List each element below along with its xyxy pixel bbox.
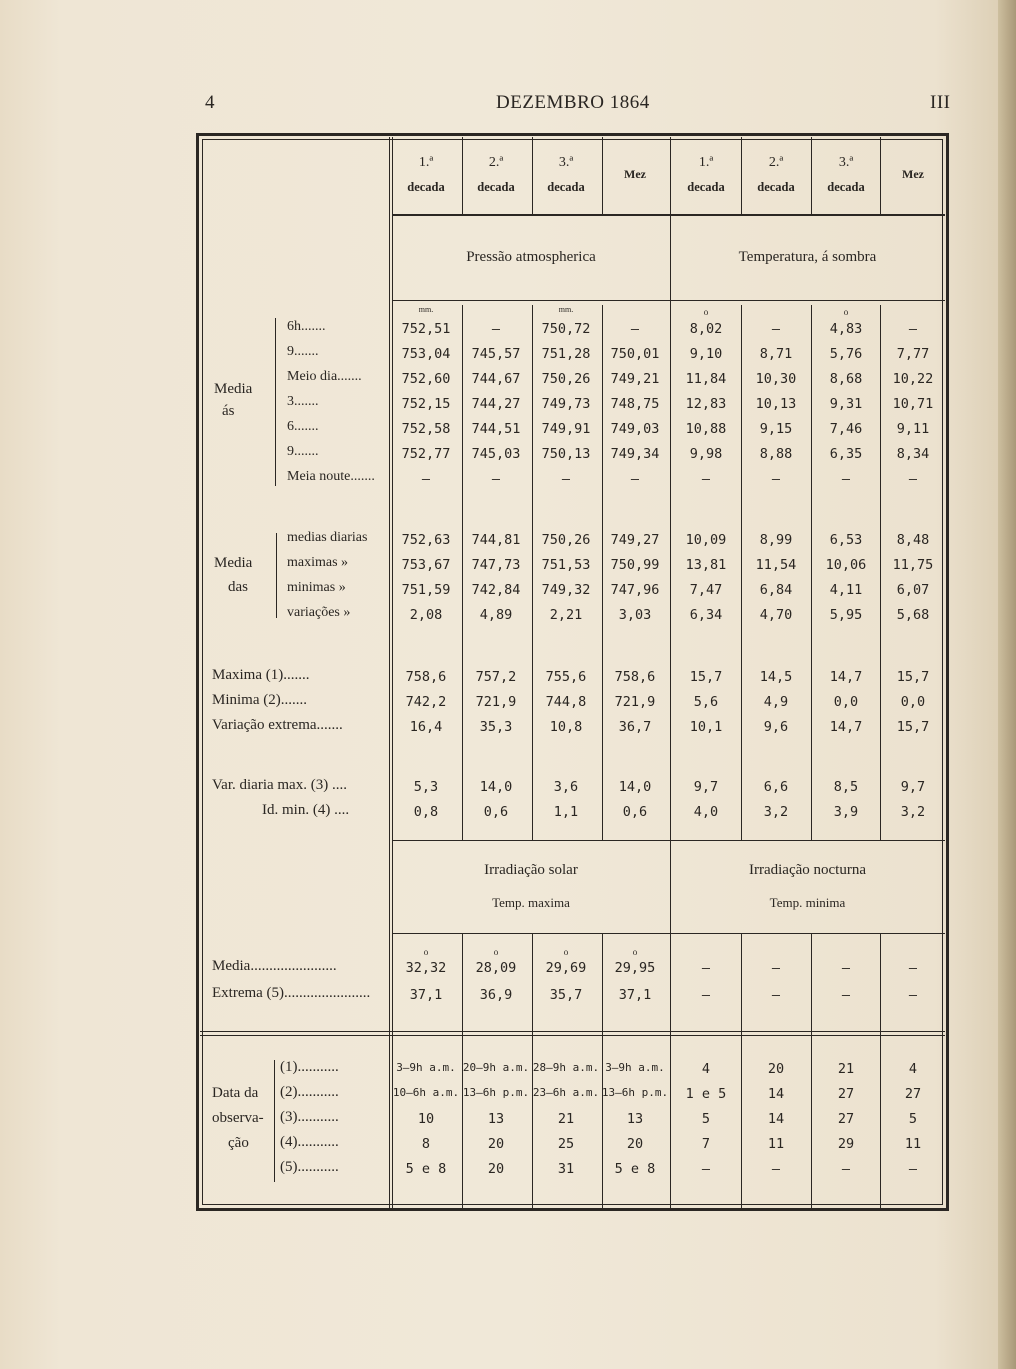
- cell-var-0-7: 9,7: [900, 779, 926, 795]
- cell-media-as-2-5: 10,30: [755, 371, 797, 387]
- cell-media-as-3-1: 744,27: [471, 396, 521, 412]
- label-media-das-1: Media: [214, 555, 253, 571]
- row-label-extreme: Minima (2).......: [212, 692, 307, 708]
- cell-var-1-6: 3,9: [833, 804, 859, 820]
- col-header-sub-0: decada: [407, 180, 445, 194]
- col-divider-top: [741, 137, 742, 214]
- cell-media-das-2-7: 6,07: [896, 582, 930, 598]
- row-label-media-das: minimas »: [287, 580, 346, 595]
- unit-degree-irrad: o: [493, 947, 499, 957]
- cell-data-0-5: 20: [767, 1061, 785, 1077]
- irrad-nocturna-title: Irradiação nocturna: [748, 862, 866, 878]
- cell-media-as-0-2: 750,72: [541, 321, 591, 337]
- row-label-var: Var. diaria max. (3) ....: [212, 777, 347, 793]
- col-header-3: Mez: [624, 167, 646, 181]
- cell-media-as-5-7: 8,34: [896, 446, 930, 462]
- label-data-3: ção: [228, 1135, 249, 1151]
- cell-irrad-0-6: —: [841, 960, 851, 976]
- brace-media-as: [275, 318, 276, 486]
- cell-media-as-4-2: 749,91: [541, 421, 591, 437]
- cell-data-1-1: 13–6h p.m.: [462, 1086, 530, 1099]
- cell-media-das-2-3: 747,96: [610, 582, 660, 598]
- cell-media-as-6-4: —: [701, 471, 711, 487]
- cell-data-2-3: 13: [626, 1111, 644, 1127]
- cell-extreme-2-0: 16,4: [409, 719, 443, 735]
- brace-data: [274, 1060, 275, 1182]
- cell-media-das-0-5: 8,99: [759, 532, 793, 548]
- unit-degree-irrad: o: [632, 947, 638, 957]
- cell-media-das-1-2: 751,53: [541, 557, 591, 573]
- cell-media-as-0-4: 8,02: [689, 321, 723, 337]
- cell-media-as-4-3: 749,03: [610, 421, 660, 437]
- group-rule: [392, 300, 945, 301]
- cell-extreme-2-7: 15,7: [896, 719, 930, 735]
- cell-media-das-2-1: 742,84: [471, 582, 521, 598]
- row-label-var: Id. min. (4) ....: [262, 802, 350, 818]
- cell-data-3-7: 11: [904, 1136, 922, 1152]
- cell-data-2-4: 5: [701, 1111, 711, 1127]
- cell-data-3-0: 8: [421, 1136, 431, 1152]
- cell-irrad-0-2: 29,69: [545, 960, 587, 976]
- unit-mm: mm.: [418, 305, 434, 314]
- cell-data-0-3: 3–9h a.m.: [605, 1061, 665, 1074]
- cell-data-1-4: 1 e 5: [685, 1086, 727, 1102]
- cell-irrad-0-3: 29,95: [614, 960, 656, 976]
- cell-var-0-3: 14,0: [618, 779, 652, 795]
- cell-data-4-4: —: [701, 1161, 711, 1177]
- cell-data-1-0: 10–6h a.m.: [392, 1086, 460, 1099]
- cell-data-0-1: 20–9h a.m.: [462, 1061, 530, 1074]
- col-header-1: 2.ª: [488, 155, 504, 170]
- cell-var-1-4: 4,0: [693, 804, 719, 820]
- cell-media-das-3-6: 5,95: [829, 607, 863, 623]
- col-header-sub-6: decada: [827, 180, 865, 194]
- cell-extreme-1-5: 4,9: [763, 694, 789, 710]
- cell-media-as-2-2: 750,26: [541, 371, 591, 387]
- cell-media-as-5-4: 9,98: [689, 446, 723, 462]
- cell-irrad-1-2: 35,7: [549, 987, 583, 1003]
- cell-media-as-1-6: 5,76: [829, 346, 863, 362]
- row-label-extreme: Variação extrema.......: [212, 717, 343, 733]
- cell-media-das-0-3: 749,27: [610, 532, 660, 548]
- cell-media-das-0-4: 10,09: [685, 532, 727, 548]
- cell-media-as-1-2: 751,28: [541, 346, 591, 362]
- cell-data-2-2: 21: [557, 1111, 575, 1127]
- cell-irrad-0-1: 28,09: [475, 960, 517, 976]
- cell-var-0-4: 9,7: [693, 779, 719, 795]
- cell-media-das-3-7: 5,68: [896, 607, 930, 623]
- row-label-media-as: 9.......: [287, 444, 319, 459]
- row-label-data: (3)...........: [280, 1109, 339, 1125]
- cell-media-das-0-1: 744,81: [471, 532, 521, 548]
- cell-media-das-3-4: 6,34: [689, 607, 723, 623]
- irrad-solar-sub: Temp. maxima: [492, 895, 570, 910]
- cell-extreme-2-3: 36,7: [618, 719, 652, 735]
- col-divider-top: [532, 137, 533, 214]
- row-label-data: (1)...........: [280, 1059, 339, 1075]
- cell-irrad-1-4: —: [701, 987, 711, 1003]
- cell-media-as-2-3: 749,21: [610, 371, 660, 387]
- cell-data-0-2: 28–9h a.m.: [532, 1061, 600, 1074]
- cell-media-as-4-1: 744,51: [471, 421, 521, 437]
- page-edge: [998, 0, 1016, 1369]
- cell-data-4-0: 5 e 8: [405, 1161, 447, 1177]
- cell-extreme-0-7: 15,7: [896, 669, 930, 685]
- col-divider-top: [462, 137, 463, 214]
- cell-data-4-2: 31: [557, 1161, 575, 1177]
- cell-data-0-6: 21: [837, 1061, 855, 1077]
- cell-irrad-0-4: —: [701, 960, 711, 976]
- irrad-rule-top: [392, 840, 945, 841]
- col-header-sub-2: decada: [547, 180, 585, 194]
- cell-data-4-3: 5 e 8: [614, 1161, 656, 1177]
- cell-extreme-0-1: 757,2: [475, 669, 517, 685]
- cell-data-4-1: 20: [487, 1161, 505, 1177]
- cell-media-as-0-3: —: [630, 321, 640, 337]
- label-data-1: Data da: [212, 1085, 259, 1101]
- cell-media-as-0-7: —: [908, 321, 918, 337]
- cell-extreme-0-5: 14,5: [759, 669, 793, 685]
- cell-media-das-1-1: 747,73: [471, 557, 521, 573]
- cell-media-as-4-7: 9,11: [896, 421, 930, 437]
- cell-media-as-0-1: —: [491, 321, 501, 337]
- cell-media-das-3-2: 2,21: [549, 607, 583, 623]
- cell-media-as-3-3: 748,75: [610, 396, 660, 412]
- cell-media-as-5-1: 745,03: [471, 446, 521, 462]
- cell-media-das-3-3: 3,03: [618, 607, 652, 623]
- cell-extreme-2-1: 35,3: [479, 719, 513, 735]
- label-column-divider: [389, 137, 390, 1208]
- col-header-4: 1.ª: [698, 155, 714, 170]
- cell-data-3-6: 29: [837, 1136, 855, 1152]
- cell-media-as-5-6: 6,35: [829, 446, 863, 462]
- row-label-media-das: maximas »: [287, 555, 349, 570]
- cell-media-as-3-7: 10,71: [892, 396, 934, 412]
- page-number: 4: [205, 92, 215, 113]
- cell-media-as-0-5: —: [771, 321, 781, 337]
- row-label-extreme: Maxima (1).......: [212, 667, 310, 683]
- cell-extreme-0-0: 758,6: [405, 669, 447, 685]
- cell-data-2-6: 27: [837, 1111, 855, 1127]
- cell-media-as-1-4: 9,10: [689, 346, 723, 362]
- cell-media-das-0-6: 6,53: [829, 532, 863, 548]
- cell-media-das-1-0: 753,67: [401, 557, 451, 573]
- cell-media-as-0-0: 752,51: [401, 321, 451, 337]
- cell-irrad-0-0: 32,32: [405, 960, 447, 976]
- col-divider-top: [811, 137, 812, 214]
- cell-data-2-1: 13: [487, 1111, 505, 1127]
- cell-data-1-3: 13–6h p.m.: [601, 1086, 669, 1099]
- cell-media-das-3-1: 4,89: [479, 607, 513, 623]
- cell-data-2-5: 14: [767, 1111, 785, 1127]
- cell-irrad-1-6: —: [841, 987, 851, 1003]
- cell-data-1-7: 27: [904, 1086, 922, 1102]
- cell-media-as-5-0: 752,77: [401, 446, 451, 462]
- date-rule-2: [200, 1035, 945, 1036]
- cell-data-3-2: 25: [557, 1136, 575, 1152]
- cell-var-0-2: 3,6: [553, 779, 579, 795]
- row-label-media-as: 9.......: [287, 344, 319, 359]
- cell-extreme-0-4: 15,7: [689, 669, 723, 685]
- cell-media-as-0-6: 4,83: [829, 321, 863, 337]
- cell-var-0-1: 14,0: [479, 779, 513, 795]
- cell-extreme-0-2: 755,6: [545, 669, 587, 685]
- col-header-2: 3.ª: [558, 155, 574, 170]
- cell-media-as-6-0: —: [421, 471, 431, 487]
- cell-media-as-6-2: —: [561, 471, 571, 487]
- cell-irrad-1-0: 37,1: [409, 987, 443, 1003]
- cell-media-as-1-3: 750,01: [610, 346, 660, 362]
- cell-media-das-1-4: 13,81: [685, 557, 727, 573]
- cell-data-2-7: 5: [908, 1111, 918, 1127]
- cell-var-1-0: 0,8: [413, 804, 439, 820]
- cell-media-as-5-3: 749,34: [610, 446, 660, 462]
- row-label-media-as: Meia noute.......: [287, 469, 375, 484]
- col-header-sub-5: decada: [757, 180, 795, 194]
- col-header-7: Mez: [902, 167, 924, 181]
- cell-data-0-7: 4: [908, 1061, 918, 1077]
- label-media-as-1: Media: [214, 381, 253, 397]
- irrad-solar-title: Irradiação solar: [484, 862, 578, 878]
- col-header-sub-1: decada: [477, 180, 515, 194]
- cell-media-as-2-7: 10,22: [892, 371, 934, 387]
- row-label-irrad: Media.......................: [212, 958, 337, 974]
- cell-var-0-6: 8,5: [833, 779, 859, 795]
- cell-media-as-1-7: 7,77: [896, 346, 930, 362]
- cell-media-as-5-2: 750,13: [541, 446, 591, 462]
- cell-data-3-3: 20: [626, 1136, 644, 1152]
- cell-var-1-5: 3,2: [763, 804, 789, 820]
- cell-data-0-4: 4: [701, 1061, 711, 1077]
- cell-media-das-2-2: 749,32: [541, 582, 591, 598]
- cell-media-as-2-0: 752,60: [401, 371, 451, 387]
- cell-irrad-1-5: —: [771, 987, 781, 1003]
- row-label-irrad: Extrema (5).......................: [212, 985, 371, 1001]
- unit-degree: o: [843, 307, 849, 317]
- cell-data-2-0: 10: [417, 1111, 435, 1127]
- cell-extreme-1-2: 744,8: [545, 694, 587, 710]
- cell-data-3-5: 11: [767, 1136, 785, 1152]
- cell-media-as-6-6: —: [841, 471, 851, 487]
- cell-media-das-2-5: 6,84: [759, 582, 793, 598]
- cell-media-as-6-7: —: [908, 471, 918, 487]
- cell-data-1-6: 27: [837, 1086, 855, 1102]
- cell-media-das-2-6: 4,11: [829, 582, 863, 598]
- cell-media-as-1-1: 745,57: [471, 346, 521, 362]
- cell-extreme-1-6: 0,0: [833, 694, 859, 710]
- cell-data-1-5: 14: [767, 1086, 785, 1102]
- brace-media-das: [276, 533, 277, 618]
- cell-media-das-1-7: 11,75: [892, 557, 934, 573]
- cell-media-as-1-0: 753,04: [401, 346, 451, 362]
- unit-degree-irrad: o: [423, 947, 429, 957]
- cell-media-as-6-3: —: [630, 471, 640, 487]
- cell-media-das-0-0: 752,63: [401, 532, 451, 548]
- row-label-media-as: 3.......: [287, 394, 319, 409]
- row-label-media-as: Meio dia.......: [287, 369, 362, 384]
- cell-media-as-2-1: 744,67: [471, 371, 521, 387]
- cell-data-4-6: —: [841, 1161, 851, 1177]
- cell-irrad-1-1: 36,9: [479, 987, 513, 1003]
- cell-media-as-2-6: 8,68: [829, 371, 863, 387]
- cell-irrad-0-7: —: [908, 960, 918, 976]
- cell-media-das-1-3: 750,99: [610, 557, 660, 573]
- row-label-data: (4)...........: [280, 1134, 339, 1150]
- cell-var-1-1: 0,6: [483, 804, 509, 820]
- cell-extreme-1-3: 721,9: [614, 694, 656, 710]
- col-header-6: 3.ª: [838, 155, 854, 170]
- label-data-2: observa-: [212, 1110, 264, 1126]
- label-media-das-2: das: [228, 579, 248, 595]
- cell-var-1-2: 1,1: [553, 804, 579, 820]
- cell-extreme-1-1: 721,9: [475, 694, 517, 710]
- cell-data-3-4: 7: [701, 1136, 711, 1152]
- row-label-media-as: 6.......: [287, 419, 319, 434]
- cell-var-1-7: 3,2: [900, 804, 926, 820]
- cell-data-0-0: 3–9h a.m.: [396, 1061, 456, 1074]
- cell-data-1-2: 23–6h a.m.: [532, 1086, 600, 1099]
- unit-degree-irrad: o: [563, 947, 569, 957]
- irrad-nocturna-sub: Temp. minima: [769, 895, 846, 910]
- page-title: DEZEMBRO 1864: [496, 92, 650, 113]
- cell-media-as-6-5: —: [771, 471, 781, 487]
- cell-media-as-1-5: 8,71: [759, 346, 793, 362]
- cell-media-as-2-4: 11,84: [685, 371, 727, 387]
- cell-media-das-1-6: 10,06: [825, 557, 867, 573]
- row-label-data: (2)...........: [280, 1084, 339, 1100]
- cell-extreme-2-6: 14,7: [829, 719, 863, 735]
- cell-extreme-1-0: 742,2: [405, 694, 447, 710]
- cell-extreme-2-4: 10,1: [689, 719, 723, 735]
- irrad-rule: [392, 933, 945, 934]
- cell-media-as-5-5: 8,88: [759, 446, 793, 462]
- label-media-as-2: ás: [222, 403, 235, 419]
- cell-media-das-2-0: 751,59: [401, 582, 451, 598]
- cell-irrad-0-5: —: [771, 960, 781, 976]
- cell-media-das-0-2: 750,26: [541, 532, 591, 548]
- cell-var-1-3: 0,6: [622, 804, 648, 820]
- cell-media-as-3-2: 749,73: [541, 396, 591, 412]
- cell-media-as-3-0: 752,15: [401, 396, 451, 412]
- cell-extreme-1-4: 5,6: [693, 694, 719, 710]
- cell-media-as-4-4: 10,88: [685, 421, 727, 437]
- section-number: III: [930, 92, 951, 113]
- row-label-media-das: variações »: [287, 605, 351, 620]
- cell-media-as-4-6: 7,46: [829, 421, 863, 437]
- cell-irrad-1-7: —: [908, 987, 918, 1003]
- cell-media-das-2-4: 7,47: [689, 582, 723, 598]
- cell-extreme-0-6: 14,7: [829, 669, 863, 685]
- row-label-media-das: medias diarias: [287, 530, 368, 545]
- col-header-sub-4: decada: [687, 180, 725, 194]
- cell-media-das-3-5: 4,70: [759, 607, 793, 623]
- col-header-0: 1.ª: [418, 155, 434, 170]
- cell-media-as-6-1: —: [491, 471, 501, 487]
- row-label-media-as: 6h.......: [287, 319, 326, 334]
- unit-degree: o: [703, 307, 709, 317]
- cell-var-0-0: 5,3: [413, 779, 439, 795]
- cell-extreme-2-5: 9,6: [763, 719, 789, 735]
- col-header-5: 2.ª: [768, 155, 784, 170]
- cell-data-4-7: —: [908, 1161, 918, 1177]
- cell-media-as-3-4: 12,83: [685, 396, 727, 412]
- cell-data-4-5: —: [771, 1161, 781, 1177]
- cell-irrad-1-3: 37,1: [618, 987, 652, 1003]
- date-rule-1: [200, 1031, 945, 1032]
- cell-data-3-1: 20: [487, 1136, 505, 1152]
- cell-media-as-4-0: 752,58: [401, 421, 451, 437]
- group-title-pressure: Pressão atmospherica: [466, 249, 596, 265]
- header-rule: [392, 214, 945, 216]
- cell-media-as-3-5: 10,13: [755, 396, 797, 412]
- cell-media-as-4-5: 9,15: [759, 421, 793, 437]
- cell-var-0-5: 6,6: [763, 779, 789, 795]
- cell-media-das-1-5: 11,54: [755, 557, 797, 573]
- cell-media-as-3-6: 9,31: [829, 396, 863, 412]
- group-title-temperature: Temperatura, á sombra: [738, 249, 877, 265]
- cell-media-das-0-7: 8,48: [896, 532, 930, 548]
- cell-media-das-3-0: 2,08: [409, 607, 443, 623]
- cell-extreme-2-2: 10,8: [549, 719, 583, 735]
- cell-extreme-0-3: 758,6: [614, 669, 656, 685]
- unit-mm: mm.: [558, 305, 574, 314]
- row-label-data: (5)...........: [280, 1159, 339, 1175]
- cell-extreme-1-7: 0,0: [900, 694, 926, 710]
